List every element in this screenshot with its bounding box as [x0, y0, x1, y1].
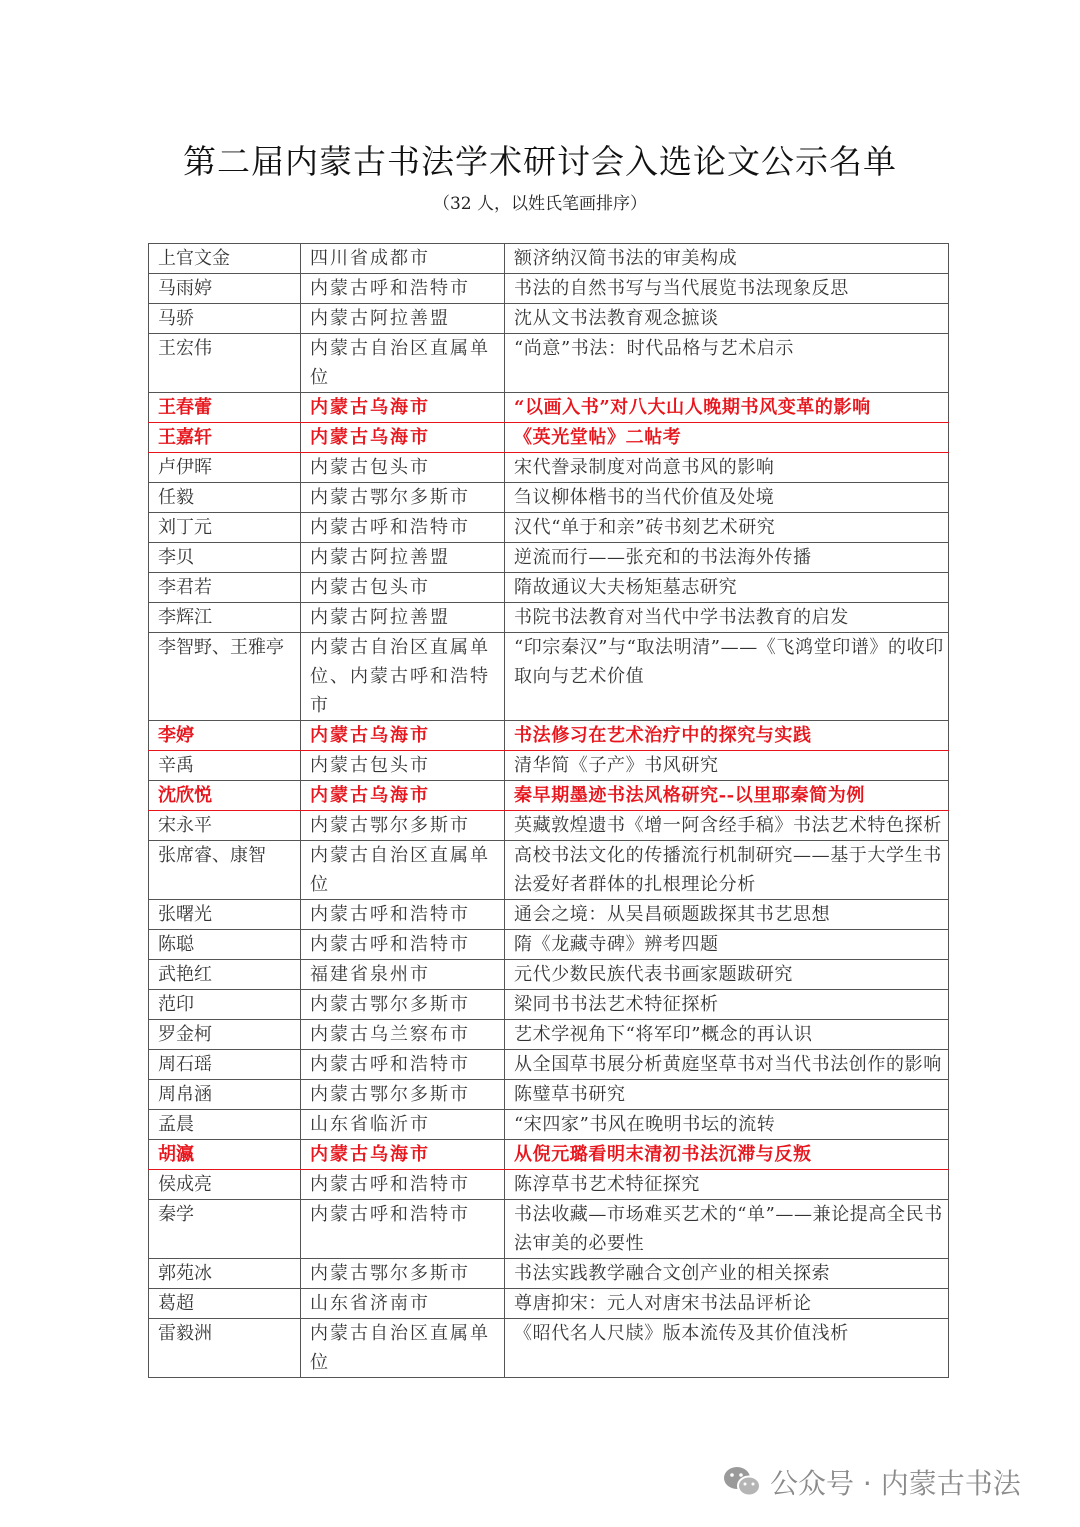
- author-cell: 武艳红: [149, 960, 301, 990]
- table-row: [149, 603, 949, 633]
- table-row: [149, 811, 949, 841]
- region-cell: 内蒙古乌海市: [301, 393, 505, 423]
- region-cell: 内蒙古阿拉善盟: [301, 304, 505, 334]
- table-row: [149, 841, 949, 900]
- paper-title-cell: “印宗秦汉”与“取法明清”——《飞鸿堂印谱》的收印取向与艺术价值: [505, 633, 949, 721]
- paper-title-cell: 书法收藏—市场难买艺术的“单”——兼论提高全民书法审美的必要性: [505, 1200, 949, 1259]
- author-cell: 周石瑶: [149, 1050, 301, 1080]
- paper-title-cell: 高校书法文化的传播流行机制研究——基于大学生书法爱好者群体的扎根理论分析: [505, 841, 949, 900]
- wechat-icon: [722, 1464, 762, 1500]
- paper-title-cell: 艺术学视角下“将军印”概念的再认识: [505, 1020, 949, 1050]
- region-cell: 内蒙古自治区直属单位、内蒙古呼和浩特市: [301, 633, 505, 721]
- table-row: [149, 423, 949, 453]
- paper-title-cell: 从全国草书展分析黄庭坚草书对当代书法创作的影响: [505, 1050, 949, 1080]
- region-cell: 内蒙古包头市: [301, 573, 505, 603]
- watermark-text: 公众号 · 内蒙古书法: [770, 1467, 1021, 1500]
- author-cell: 上官文金: [149, 244, 301, 274]
- table-row: [149, 393, 949, 423]
- region-cell: 福建省泉州市: [301, 960, 505, 990]
- author-cell: 王宏伟: [149, 334, 301, 393]
- table-row: [149, 960, 949, 990]
- paper-title-cell: 英藏敦煌遗书《增一阿含经手稿》书法艺术特色探析: [505, 811, 949, 841]
- author-cell: 王嘉轩: [149, 423, 301, 453]
- table-row: [149, 990, 949, 1020]
- author-cell: 李君若: [149, 573, 301, 603]
- paper-title-cell: “以画入书”对八大山人晚期书风变革的影响: [505, 393, 949, 423]
- author-cell: 李贝: [149, 543, 301, 573]
- table-row: [149, 334, 949, 393]
- region-cell: 四川省成都市: [301, 244, 505, 274]
- author-cell: 葛超: [149, 1289, 301, 1319]
- author-cell: 李婷: [149, 721, 301, 751]
- table-row: [149, 244, 949, 274]
- author-cell: 侯成亮: [149, 1170, 301, 1200]
- author-cell: 马骄: [149, 304, 301, 334]
- author-cell: 张曙光: [149, 900, 301, 930]
- region-cell: 内蒙古乌海市: [301, 423, 505, 453]
- region-cell: 内蒙古阿拉善盟: [301, 603, 505, 633]
- author-cell: 陈聪: [149, 930, 301, 960]
- paper-title-cell: 汉代“单于和亲”砖书刻艺术研究: [505, 513, 949, 543]
- paper-title-cell: “宋四家”书风在晚明书坛的流转: [505, 1110, 949, 1140]
- table-row: [149, 721, 949, 751]
- author-cell: 孟晨: [149, 1110, 301, 1140]
- table-row: [149, 1200, 949, 1259]
- table-row: [149, 453, 949, 483]
- region-cell: 内蒙古呼和浩特市: [301, 930, 505, 960]
- region-cell: 内蒙古鄂尔多斯市: [301, 1259, 505, 1289]
- paper-title-cell: 秦早期墨迹书法风格研究--以里耶秦简为例: [505, 781, 949, 811]
- table-row: [149, 1050, 949, 1080]
- author-cell: 雷毅洲: [149, 1319, 301, 1378]
- table-row: [149, 633, 949, 721]
- paper-title-cell: “尚意”书法：时代品格与艺术启示: [505, 334, 949, 393]
- table-row: [149, 274, 949, 304]
- table-row: [149, 573, 949, 603]
- region-cell: 内蒙古鄂尔多斯市: [301, 811, 505, 841]
- author-cell: 胡瀛: [149, 1140, 301, 1170]
- page-subtitle: （32 人，以姓氏笔画排序）: [432, 194, 648, 214]
- author-cell: 罗金柯: [149, 1020, 301, 1050]
- table-row: [149, 1110, 949, 1140]
- region-cell: 内蒙古包头市: [301, 453, 505, 483]
- region-cell: 内蒙古呼和浩特市: [301, 513, 505, 543]
- paper-title-cell: 元代少数民族代表书画家题跋研究: [505, 960, 949, 990]
- paper-title-cell: 书法修习在艺术治疗中的探究与实践: [505, 721, 949, 751]
- region-cell: 内蒙古鄂尔多斯市: [301, 483, 505, 513]
- table-row: [149, 930, 949, 960]
- table-row: [149, 1080, 949, 1110]
- paper-title-cell: 通会之境：从吴昌硕题跋探其书艺思想: [505, 900, 949, 930]
- paper-title-cell: 隋故通议大夫杨矩墓志研究: [505, 573, 949, 603]
- paper-title-cell: 书法实践教学融合文创产业的相关探索: [505, 1259, 949, 1289]
- region-cell: 内蒙古阿拉善盟: [301, 543, 505, 573]
- region-cell: 山东省临沂市: [301, 1110, 505, 1140]
- selected-papers-table: [148, 243, 949, 1378]
- region-cell: 内蒙古呼和浩特市: [301, 1170, 505, 1200]
- region-cell: 内蒙古呼和浩特市: [301, 1200, 505, 1259]
- paper-title-cell: 隋《龙藏寺碑》辨考四题: [505, 930, 949, 960]
- table-row: [149, 543, 949, 573]
- paper-title-cell: 书法的自然书写与当代展览书法现象反思: [505, 274, 949, 304]
- paper-title-cell: 尊唐抑宋：元人对唐宋书法品评析论: [505, 1289, 949, 1319]
- region-cell: 内蒙古包头市: [301, 751, 505, 781]
- paper-title-cell: 书院书法教育对当代中学书法教育的启发: [505, 603, 949, 633]
- region-cell: 内蒙古自治区直属单位: [301, 1319, 505, 1378]
- paper-title-cell: 宋代誊录制度对尚意书风的影响: [505, 453, 949, 483]
- region-cell: 内蒙古鄂尔多斯市: [301, 990, 505, 1020]
- table-row: [149, 1020, 949, 1050]
- author-cell: 沈欣悦: [149, 781, 301, 811]
- author-cell: 刘丁元: [149, 513, 301, 543]
- paper-title-cell: 额济纳汉简书法的审美构成: [505, 244, 949, 274]
- author-cell: 周帛涵: [149, 1080, 301, 1110]
- author-cell: 郭苑冰: [149, 1259, 301, 1289]
- region-cell: 内蒙古鄂尔多斯市: [301, 1080, 505, 1110]
- author-cell: 李辉江: [149, 603, 301, 633]
- wechat-account-watermark: [722, 1462, 1021, 1502]
- table-row: [149, 1170, 949, 1200]
- region-cell: 内蒙古乌海市: [301, 721, 505, 751]
- author-cell: 李智野、王雅亭: [149, 633, 301, 721]
- author-cell: 范印: [149, 990, 301, 1020]
- author-cell: 王春蕾: [149, 393, 301, 423]
- author-cell: 任毅: [149, 483, 301, 513]
- paper-title-cell: 从倪元璐看明末清初书法沉滞与反叛: [505, 1140, 949, 1170]
- page-title: 第二届内蒙古书法学术研讨会入选论文公示名单: [183, 142, 897, 181]
- table-row: [149, 513, 949, 543]
- author-cell: 张席睿、康智: [149, 841, 301, 900]
- table-row: [149, 781, 949, 811]
- table-row: [149, 1319, 949, 1378]
- paper-title-cell: 逆流而行——张充和的书法海外传播: [505, 543, 949, 573]
- region-cell: 内蒙古乌海市: [301, 781, 505, 811]
- table-row: [149, 1259, 949, 1289]
- table-row: [149, 1140, 949, 1170]
- author-cell: 卢伊晖: [149, 453, 301, 483]
- paper-title-cell: 《英光堂帖》二帖考: [505, 423, 949, 453]
- table-row: [149, 751, 949, 781]
- paper-title-cell: 清华简《子产》书风研究: [505, 751, 949, 781]
- paper-title-cell: 梁同书书法艺术特征探析: [505, 990, 949, 1020]
- region-cell: 内蒙古乌海市: [301, 1140, 505, 1170]
- paper-title-cell: 《昭代名人尺牍》版本流传及其价值浅析: [505, 1319, 949, 1378]
- author-cell: 宋永平: [149, 811, 301, 841]
- table-row: [149, 900, 949, 930]
- author-cell: 辛禹: [149, 751, 301, 781]
- region-cell: 内蒙古呼和浩特市: [301, 1050, 505, 1080]
- region-cell: 内蒙古乌兰察布市: [301, 1020, 505, 1050]
- table-row: [149, 1289, 949, 1319]
- author-cell: 马雨婷: [149, 274, 301, 304]
- author-cell: 秦学: [149, 1200, 301, 1259]
- region-cell: 山东省济南市: [301, 1289, 505, 1319]
- paper-title-cell: 刍议柳体楷书的当代价值及处境: [505, 483, 949, 513]
- region-cell: 内蒙古自治区直属单位: [301, 334, 505, 393]
- paper-title-cell: 陈璧草书研究: [505, 1080, 949, 1110]
- table-row: [149, 483, 949, 513]
- region-cell: 内蒙古呼和浩特市: [301, 900, 505, 930]
- paper-title-cell: 沈从文书法教育观念摭谈: [505, 304, 949, 334]
- region-cell: 内蒙古自治区直属单位: [301, 841, 505, 900]
- region-cell: 内蒙古呼和浩特市: [301, 274, 505, 304]
- paper-title-cell: 陈淳草书艺术特征探究: [505, 1170, 949, 1200]
- table-row: [149, 304, 949, 334]
